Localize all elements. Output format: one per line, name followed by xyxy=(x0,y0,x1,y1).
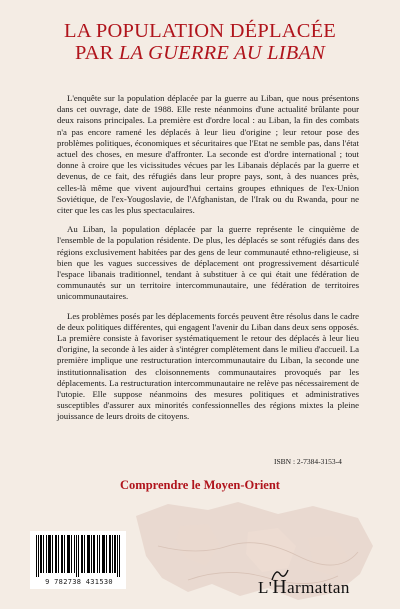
blurb-paragraph-1: L'enquête sur la population déplacée par la guerre au Liban, que nous présentons dans cet ouvrage, date de 1988. Elle reste néanmoins d'une actualité brûlante pour deux raisons principales. La première est d'ordre local : au Liban, la fin des combats n'a pas encore ramené les déplacés à leur lieu d'origine ; leur retour pose des problèmes politiques, économiques et sécuritaires que l'Etat ne semble pas, dans l'état actuel des choses, en mesure d'affronter. La seconde est d'ordre international ; tout donne à croire que les vicissitudes vécues par les Libanais déplacés par la guerre et devenus, de ce fait, des réfugiés dans leur propre pays, sont, à des nuances près, celles-là même que vivent aujourd'hui certains groupes ethniques de l'ex-Union Soviétique, de l'ex-Yougoslavie, de l'Afghanistan, de l'Irak ou du Rwanda, pour ne citer que les cas les plus spectaculaires. xyxy=(57,93,359,216)
publisher-rest: armattan xyxy=(287,578,350,597)
blurb-paragraph-2: Au Liban, la population déplacée par la guerre représente le cinquième de l'ensemble de la population résidente. De plus, les déplacés se sont réfugiés dans des régions exclusivement habitées par des gens de leur communauté ethno-religieuse, si bien que les vagues successives de déplacement ont progressivement désarticulé l'espace libanais traditionnel, tendant à substituer à ce qui était une fédération de communautés sur un territoire intercommunautaire, une fédération de territoires unicommunautaires. xyxy=(57,224,359,302)
book-title-line1: LA POPULATION DÉPLACÉE xyxy=(63,20,337,42)
isbn-label: ISBN : 2-7384-3153-4 xyxy=(274,457,342,466)
title-line2-italic: LA GUERRE AU LIBAN xyxy=(118,42,326,64)
publisher-prefix: L' xyxy=(258,578,273,597)
collection-name: Comprendre le Moyen-Orient xyxy=(120,478,280,492)
barcode-number: 9 782738 431530 xyxy=(45,578,113,586)
book-title-line2 xyxy=(0,42,400,65)
barcode-bars xyxy=(36,535,120,577)
publisher-initial: H xyxy=(272,576,288,598)
blurb-paragraph-3: Les problèmes posés par les déplacements forcés peuvent être résolus dans le cadre de deux politiques différentes, qui engagent l'avenir du Liban dans deux sens opposés. La première consiste à favoriser systématiquement le retour des déplacés à leur lieu d'origine, la seconde à les aider à s'intégrer complètement dans le milieu d'accueil. La première implique une restructuration intercommunautaire du Liban, la seconde une institutionnalisation des cloisonnements communautaires provoqués par les déplacements. La restructuration intercommunautaire ne relève pas nécessairement de l'utopie. Elle suppose néanmoins des mesures politiques et administratives susceptibles d'assurer aux minorités confessionnelles des régions mixtes la pleine jouissance de leurs droits de citoyens. xyxy=(57,310,359,422)
blurb-text xyxy=(57,93,359,423)
title-line2-prefix: PAR xyxy=(74,42,119,64)
publisher-name xyxy=(258,576,350,599)
barcode xyxy=(30,531,126,589)
